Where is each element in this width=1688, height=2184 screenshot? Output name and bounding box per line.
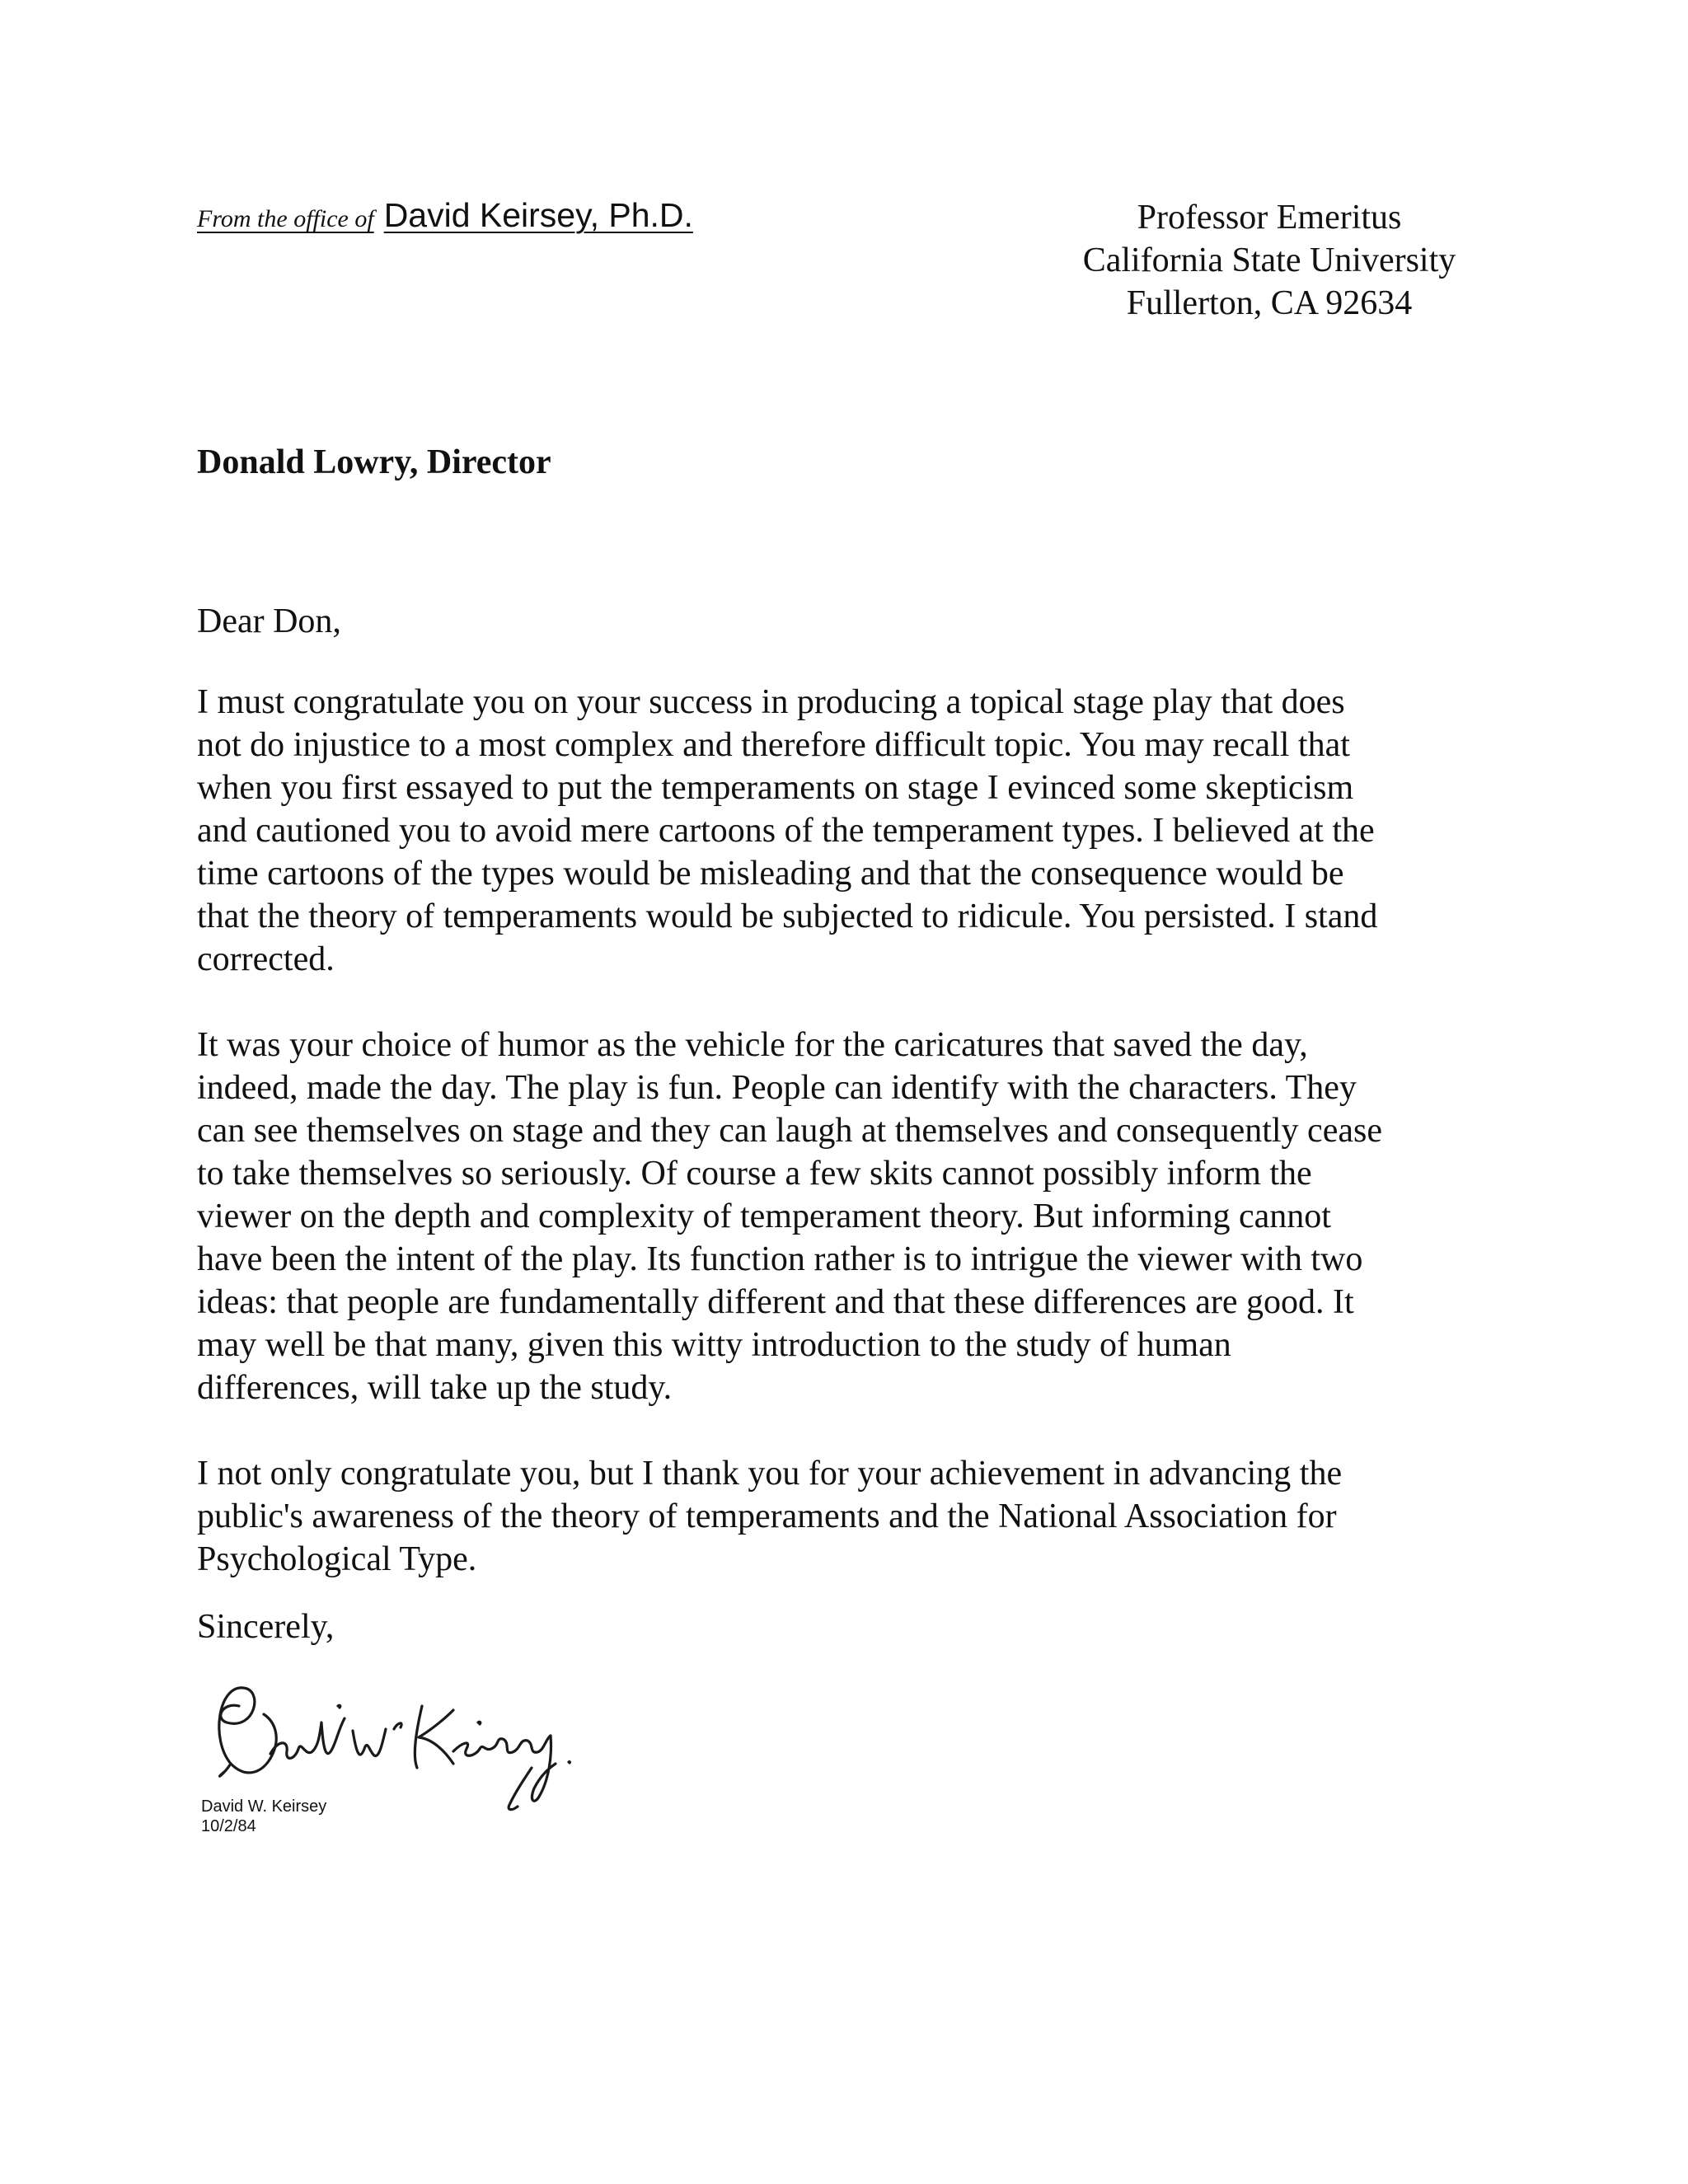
- body-line: have been the intent of the play. Its function rather is to intrigue the viewer with two: [197, 1240, 1363, 1278]
- signature-date: 10/2/84: [201, 1817, 256, 1835]
- body-line: corrected.: [197, 940, 335, 978]
- signature-stroke: [270, 1718, 345, 1758]
- signature-stroke: [478, 1722, 481, 1724]
- signature-stroke: [338, 1705, 340, 1708]
- handwritten-signature: [206, 1673, 618, 1813]
- body-line: ideas: that people are fundamentally different and that these differences are good. It: [197, 1283, 1354, 1321]
- body-line: and cautioned you to avoid mere cartoons of the temperament types. I believed at the: [197, 812, 1375, 850]
- signature-stroke: [220, 1764, 231, 1776]
- body-line: time cartoons of the types would be misleading and that the consequence would be: [197, 855, 1344, 893]
- body-paragraph-1: [197, 681, 1499, 981]
- body-line: differences, will take up the study.: [197, 1369, 673, 1407]
- body-line: not do injustice to a most complex and therefore difficult topic. You may recall that: [197, 726, 1350, 764]
- signature-stroke: [353, 1729, 386, 1756]
- body-line: when you first essayed to put the temperaments on stage I evinced some skepticism: [197, 769, 1354, 807]
- body-line: viewer on the depth and complexity of temperament theory. But informing cannot: [197, 1197, 1331, 1235]
- body-line: indeed, made the day. The play is fun. People can identify with the characters. They: [197, 1069, 1357, 1107]
- body-line: to take themselves so seriously. Of course a few skits cannot possibly inform the: [197, 1155, 1312, 1193]
- body-paragraph-2: [197, 1024, 1499, 1409]
- signature-stroke: [569, 1762, 570, 1763]
- salutation: Dear Don,: [197, 602, 341, 640]
- signature-stroke: [453, 1736, 551, 1755]
- signature-stroke: [394, 1723, 401, 1729]
- body-line: I must congratulate you on your success in producing a topical stage play that does: [197, 683, 1345, 721]
- return-address: [1039, 196, 1500, 325]
- signature-stroke: [509, 1768, 532, 1810]
- recipient-line: Donald Lowry, Director: [197, 443, 551, 481]
- signature-stroke: [219, 1688, 276, 1773]
- body-line: It was your choice of humor as the vehicle for the caricatures that saved the day,: [197, 1026, 1308, 1064]
- signature-strokes: [219, 1688, 570, 1810]
- body-line: may well be that many, given this witty introduction to the study of human: [197, 1326, 1231, 1364]
- sender-city-line: Fullerton, CA 92634: [1126, 284, 1413, 322]
- sender-title: Professor Emeritus: [1137, 199, 1402, 237]
- letterhead-sender-name: David Keirsey, Ph.D.: [383, 196, 693, 234]
- body-line: that the theory of temperaments would be subjected to ridicule. You persisted. I stand: [197, 898, 1378, 935]
- signatory-name: David W. Keirsey: [201, 1797, 327, 1816]
- body-paragraph-3: [197, 1452, 1499, 1581]
- body-line: I not only congratulate you, but I thank you for your achievement in advancing the: [197, 1455, 1343, 1493]
- signature-stroke: [419, 1710, 453, 1764]
- closing: Sincerely,: [197, 1608, 335, 1646]
- sender-institution: California State University: [1082, 241, 1456, 279]
- letterhead-from-prefix: From the office of: [197, 205, 374, 232]
- letter-body: [197, 681, 1499, 1624]
- letterhead-from-line: [197, 196, 693, 235]
- body-line: Psychological Type.: [197, 1540, 477, 1578]
- signature-block: [201, 1797, 326, 1836]
- body-line: public's awareness of the theory of temperaments and the National Association for: [197, 1497, 1337, 1535]
- body-line: can see themselves on stage and they can laugh at themselves and consequently cease: [197, 1112, 1382, 1150]
